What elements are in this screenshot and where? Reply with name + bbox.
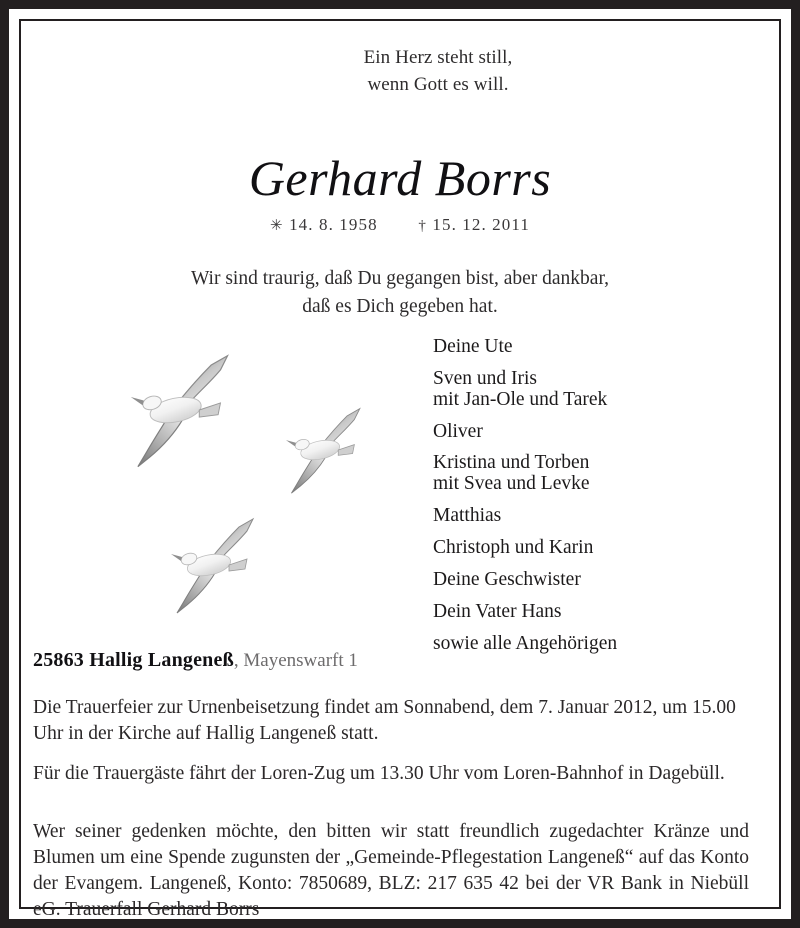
mourner-name: Oliver (433, 420, 483, 442)
mourner-name: sowie alle Angehörigen (433, 632, 618, 654)
epigraph-line-1: Ein Herz steht still, (363, 47, 513, 68)
list-item (433, 538, 733, 559)
deceased-name: Gerhard Borrs (248, 150, 552, 206)
mourner-children: mit Jan-Ole und Tarek (433, 388, 608, 410)
frame-outer-band (9, 9, 791, 919)
death-symbol-icon: † (418, 218, 428, 234)
mourner-name: Christoph und Karin (433, 537, 594, 559)
list-item (433, 506, 733, 527)
address-street: , Mayenswarft 1 (233, 650, 358, 671)
list-item (433, 602, 733, 623)
notice-sheet (21, 21, 779, 920)
mourner-name: Dein Vater Hans (433, 600, 562, 622)
death-date: 15. 12. 2011 (432, 215, 530, 234)
list-item (433, 453, 733, 495)
birth-symbol-icon: ✳ (270, 218, 284, 234)
epigraph-line-2: wenn Gott es will. (367, 73, 509, 95)
dedication (21, 265, 779, 322)
mourner-name: Kristina und Torben (433, 452, 590, 474)
list-item (433, 570, 733, 591)
dedication-line-1: Wir sind traurig, daß Du gegangen bist, aber dankbar, (190, 268, 610, 289)
address-place: 25863 Hallig Langeneß (33, 649, 234, 671)
mourner-name: Sven und Iris (433, 367, 537, 389)
address-line (33, 649, 773, 672)
list-item (433, 422, 733, 443)
mourner-name: Deine Geschwister (433, 568, 581, 590)
birth-date: 14. 8. 1958 (289, 215, 378, 234)
list-item (433, 337, 733, 358)
transport-paragraph: Für die Trauergäste fährt der Loren-Zug um 13.30 Uhr vom Loren-Bahnhof in Dagebüll. (33, 763, 725, 784)
donation-paragraph: Wer seiner gedenken möchte, den bitten wir statt freundlich zugedachter Kränze und Blumen um eine Spende zugunsten der „Gemeinde-Pflegestation Langeneß“ auf das Konto der Evangem. Langeneß, Konto: 7850689, BLZ: 217 635 42 bei der VR Bank in Niebüll eG. Trauerfall Gerhard Borrs (33, 821, 749, 920)
list-item (433, 369, 733, 411)
mourner-name: Deine Ute (433, 336, 513, 357)
epigraph (21, 45, 800, 99)
seagull-illustration (99, 343, 399, 643)
mourner-name: Matthias (433, 505, 502, 527)
seagull-icon (119, 351, 237, 469)
dedication-line-2: daß es Dich gegeben hat. (302, 296, 498, 318)
mourner-children: mit Svea und Levke (433, 473, 590, 495)
ceremony-paragraph: Die Trauerfeier zur Urnenbeisetzung findet am Sonnabend, dem 7. Januar 2012, um 15.00 Uhr in der Kirche auf Hallig Langeneß statt. (33, 697, 736, 744)
seagull-icon (277, 405, 367, 495)
life-dates (21, 215, 779, 235)
frame-inner-rule (19, 19, 781, 920)
seagull-icon (161, 515, 261, 615)
mourners-list (433, 337, 733, 654)
